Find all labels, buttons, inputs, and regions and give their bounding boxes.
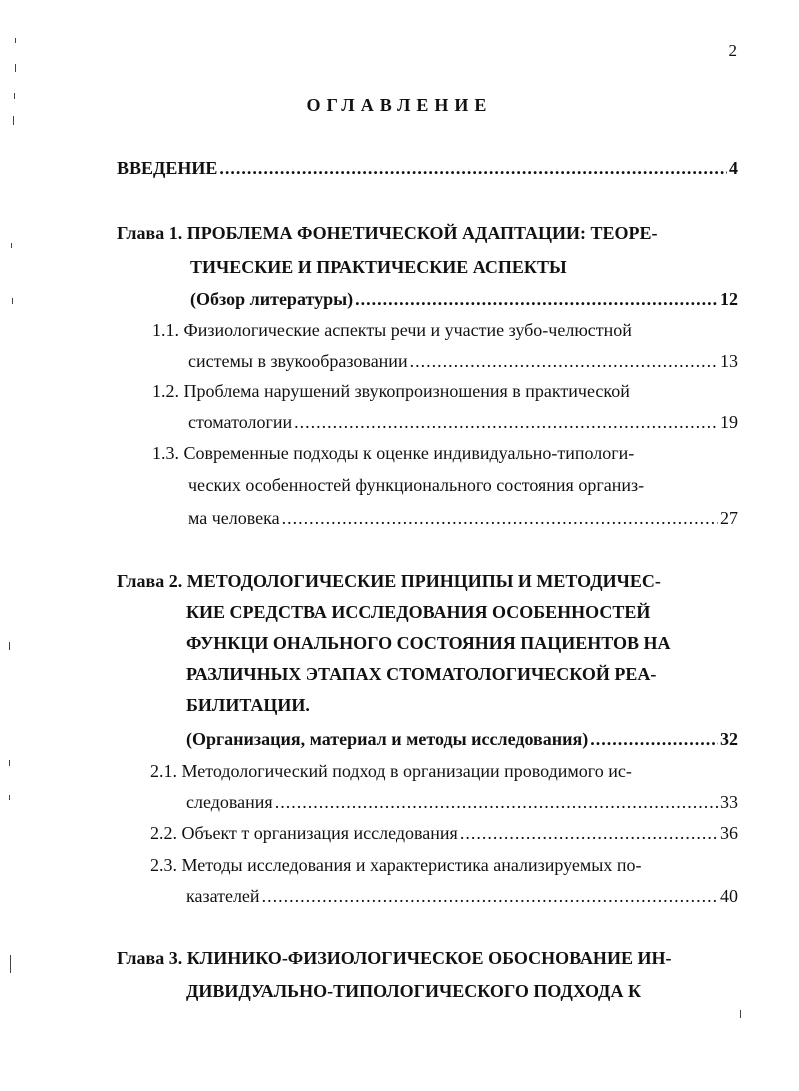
section-2-2-entry (150, 822, 738, 844)
scan-speck (9, 795, 10, 800)
dot-leader (275, 791, 718, 813)
toc-entry-label: системы в звукообразовании (188, 351, 408, 371)
section-1-1-entry (188, 350, 738, 372)
toc-entry-label: стоматологии (188, 412, 293, 432)
toc-page-number: 19 (720, 412, 738, 432)
section-1-3: 1.3. Современные подходы к оценке индивидуально-типологи- (152, 443, 635, 463)
scan-speck (14, 93, 15, 99)
toc-page-number: 12 (720, 289, 738, 309)
chapter-2-heading-cont-2: ФУНКЦИ ОНАЛЬНОГО СОСТОЯНИЯ ПАЦИЕНТОВ НА (186, 633, 671, 653)
scan-speck (11, 243, 12, 248)
section-2-3: 2.3. Методы исследования и характеристика анализируемых по- (150, 855, 642, 875)
chapter-1-heading: Глава 1. ПРОБЛЕМА ФОНЕТИЧЕСКОЙ АДАПТАЦИИ: ТЕОРЕ- (117, 223, 658, 243)
toc-page-number: 4 (729, 158, 738, 178)
toc-page-number: 32 (720, 729, 738, 749)
scan-speck (740, 1010, 741, 1018)
dot-leader (355, 288, 718, 310)
chapter-2-heading-cont-4: БИЛИТАЦИИ. (186, 695, 310, 715)
chapter-2-heading: Глава 2. МЕТОДОЛОГИЧЕСКИЕ ПРИНЦИПЫ И МЕТОДИЧЕС- (117, 571, 661, 591)
toc-entry-label: (Обзор литературы) (190, 289, 354, 309)
scan-speck (13, 116, 14, 125)
section-2-3-entry (186, 885, 738, 907)
toc-entry-label: казателей (186, 886, 260, 906)
scan-speck (12, 298, 13, 304)
toc-page-number: 33 (720, 792, 738, 812)
section-1-2-entry (188, 411, 738, 433)
dot-leader (294, 411, 718, 433)
dot-leader (410, 350, 718, 372)
section-1-1: 1.1. Физиологические аспекты речи и участие зубо-челюстной (152, 320, 632, 340)
section-2-1: 2.1. Методологический подход в организации проводимого ис- (150, 761, 632, 781)
dot-leader (282, 507, 718, 529)
chapter-1-subtitle-entry (190, 288, 738, 310)
scan-speck (10, 955, 11, 973)
section-2-1-entry (186, 791, 738, 813)
toc-page-number: 27 (720, 508, 738, 528)
toc-entry-label: 2.2. Объект т организация исследования (150, 823, 458, 843)
dot-leader (219, 157, 727, 179)
scan-speck (9, 760, 10, 766)
scan-speck (15, 38, 16, 43)
toc-entry-label: ма человека (188, 508, 280, 528)
chapter-3-heading: Глава 3. КЛИНИКО-ФИЗИОЛОГИЧЕСКОЕ ОБОСНОВАНИЕ ИН- (117, 948, 672, 968)
chapter-2-subtitle-entry (186, 728, 738, 750)
chapter-2-heading-cont-1: КИЕ СРЕДСТВА ИССЛЕДОВАНИЯ ОСОБЕННОСТЕЙ (186, 602, 651, 622)
toc-entry-label: следования (186, 792, 273, 812)
toc-page-number: 40 (720, 886, 738, 906)
dot-leader (460, 822, 718, 844)
toc-page-number: 13 (720, 351, 738, 371)
toc-page-number: 36 (720, 823, 738, 843)
section-1-3-cont: ческих особенностей функционального состояния организ- (188, 475, 645, 495)
page-number: 2 (728, 41, 737, 60)
chapter-1-heading-cont: ТИЧЕСКИЕ И ПРАКТИЧЕСКИЕ АСПЕКТЫ (190, 257, 567, 277)
section-1-2: 1.2. Проблема нарушений звукопроизношения в практической (152, 381, 630, 401)
scan-speck (15, 64, 16, 72)
chapter-2-heading-cont-3: РАЗЛИЧНЫХ ЭТАПАХ СТОМАТОЛОГИЧЕСКОЙ РЕА- (186, 664, 657, 684)
section-1-3-entry (188, 507, 738, 529)
dot-leader (262, 885, 718, 907)
toc-entry-label: ВВЕДЕНИЕ (117, 158, 218, 178)
chapter-3-heading-cont: ДИВИДУАЛЬНО-ТИПОЛОГИЧЕСКОГО ПОДХОДА К (186, 981, 641, 1001)
dot-leader (590, 728, 718, 750)
scan-speck (9, 642, 10, 650)
toc-entry-label: (Организация, материал и методы исследования) (186, 729, 589, 749)
toc-title: ОГЛАВЛЕНИЕ (306, 95, 493, 115)
toc-entry-intro (117, 157, 738, 179)
